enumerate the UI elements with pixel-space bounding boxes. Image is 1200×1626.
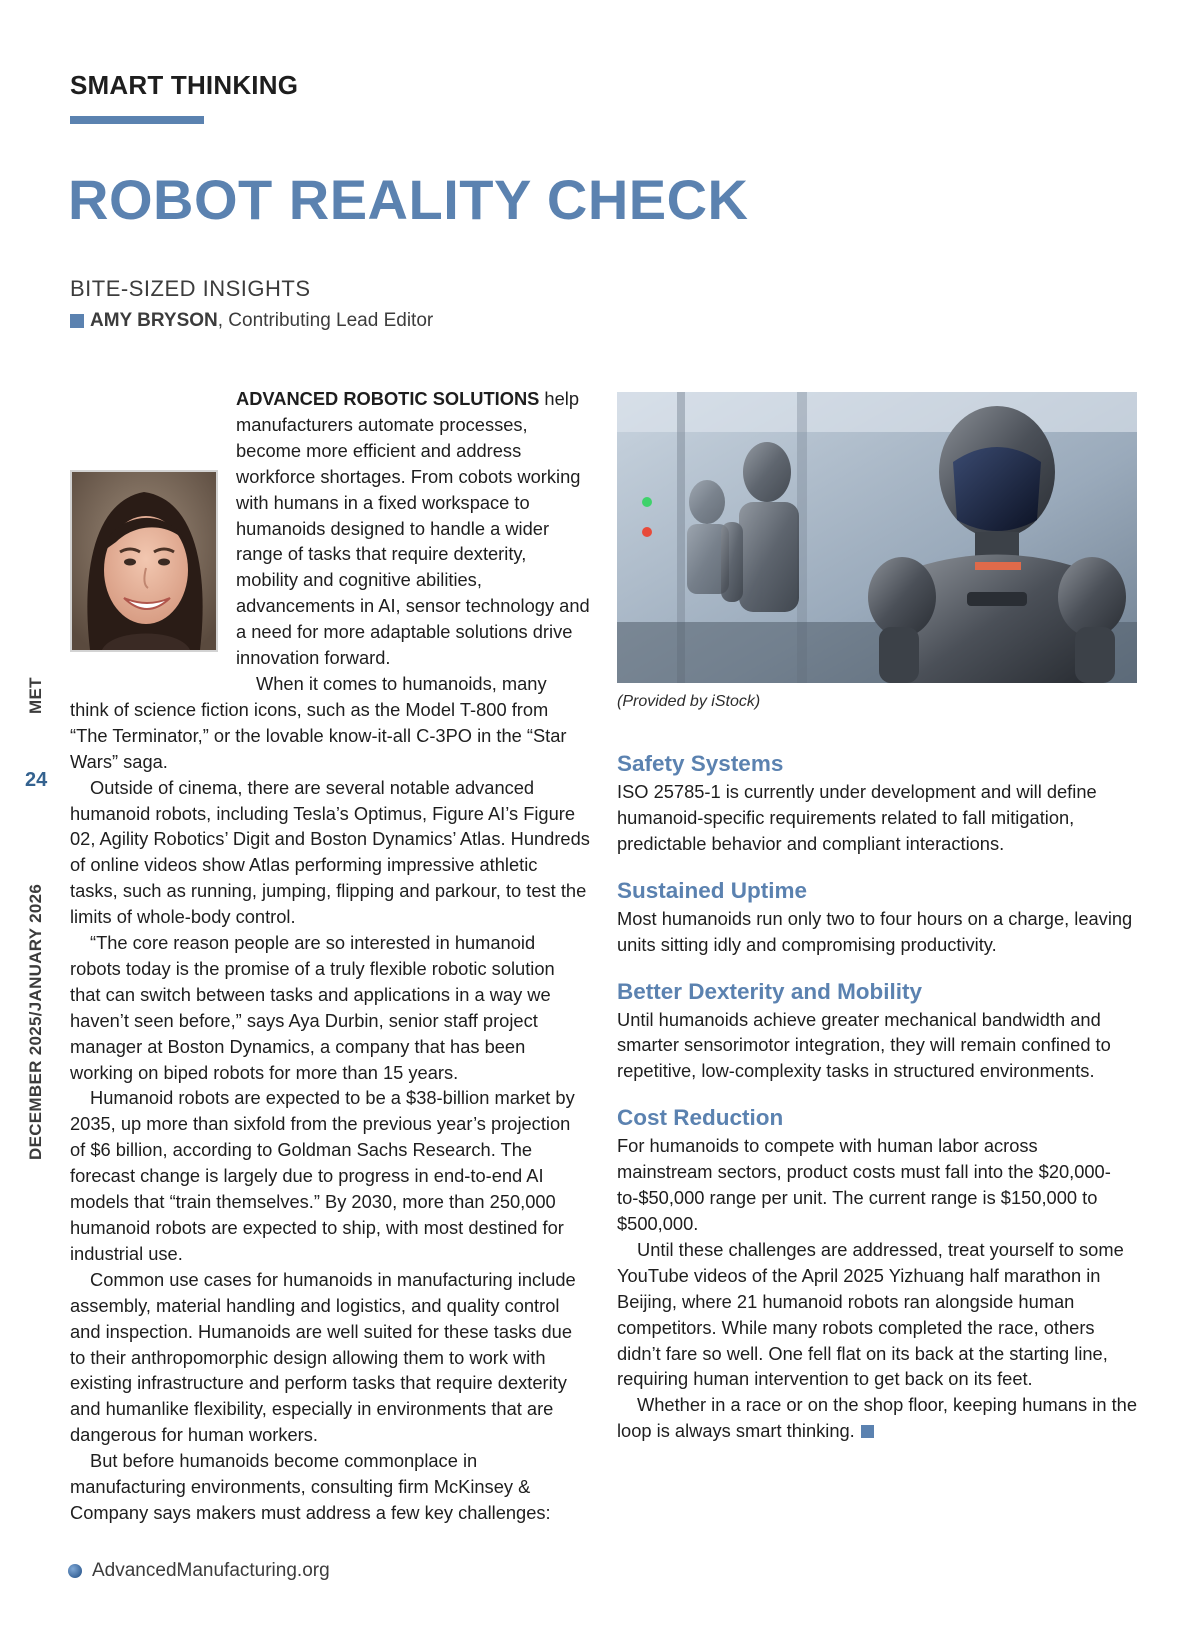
headline: ROBOT REALITY CHECK — [68, 168, 749, 231]
section-title: SMART THINKING — [70, 70, 299, 100]
footer-website[interactable]: AdvancedManufacturing.org — [92, 1560, 330, 1581]
page-number: 24 — [25, 769, 48, 791]
subhead-dexterity-mobility: Better Dexterity and Mobility — [617, 978, 923, 1004]
subhead-cost-reduction: Cost Reduction — [617, 1105, 784, 1131]
byline-square-icon — [70, 314, 84, 328]
lead-in: ADVANCED ROBOTIC SOLUTIONS — [236, 388, 540, 409]
globe-icon — [68, 1564, 82, 1578]
publication-name: MET — [26, 677, 45, 714]
robots-illustration — [617, 392, 1137, 683]
side-folio — [22, 672, 52, 1162]
end-mark-icon — [861, 1425, 874, 1438]
author-role: , Contributing Lead Editor — [217, 310, 434, 331]
paragraph-4: “The core reason people are so interested in humanoid robots today is the promise of a truly flexible robotic solution that can switch between tasks and applications in a way we haven’t seen before,” says Aya Durbin, senior staff project manager at Boston Dynamics, a company that has been working on biped robots for more than 15 years. — [70, 932, 555, 1083]
dexterity-mobility-text: Until humanoids achieve greater mechanical bandwidth and smarter sensorimotor integration, they will remain confined to repetitive, low-complexity tasks in structured environments. — [617, 1008, 1111, 1082]
article-image-humanoid-robots — [617, 392, 1137, 683]
image-caption: (Provided by iStock) — [617, 693, 761, 710]
intro-paragraph: help manufacturers automate processes, become more efficient and address workforce shortages. From cobots working with humans in a fixed workspace to humanoids designed to handle a wider range of tasks that require dexterity, mobility and cognitive abilities, advancements in AI, sensor technology and a need for more adaptable solutions drive innovation forward. — [236, 388, 590, 669]
byline — [70, 310, 433, 332]
paragraph-6: Common use cases for humanoids in manufacturing include assembly, material handling and logistics, and quality control and inspection. Humanoids are well suited for these tasks due to their anthropomorphic design allowing them to work with existing infrastructure and perform tasks that require dexterity and humanlike flexibility, especially in environments that are dangerous for human workers. — [70, 1268, 576, 1446]
sustained-uptime-text: Most humanoids run only two to four hours on a charge, leaving units sitting idly and compromising productivity. — [617, 907, 1133, 955]
author-name: AMY BRYSON — [90, 310, 218, 331]
right-column — [617, 750, 1137, 1444]
safety-systems-text: ISO 25785-1 is currently under development and will define humanoid-specific requirements related to fall mitigation, predictable behavior and compliant interactions. — [617, 781, 1097, 854]
cost-reduction-text: For humanoids to compete with human labor across mainstream sectors, product costs must fall into the $20,000-to-$50,000 range per unit. The current range is $150,000 to $500,000. — [617, 1135, 1111, 1234]
kicker: BITE-SIZED INSIGHTS — [70, 276, 311, 301]
subhead-safety-systems: Safety Systems — [617, 751, 784, 776]
paragraph-2: When it comes to humanoids, many think of science fiction icons, such as the Model T-800 from “The Terminator,” or the lovable know-it-all C-3PO in the “Star Wars” saga. — [70, 672, 567, 772]
section-underline-bar — [70, 116, 204, 124]
paragraph-7: But before humanoids become commonplace in manufacturing environments, consulting firm McKinsey & Company says makers must address a few key challenges: — [70, 1450, 551, 1523]
author-photo — [70, 470, 218, 652]
paragraph-5: Humanoid robots are expected to be a $38-billion market by 2035, up more than sixfold from the previous year’s projection of $6 billion, according to Goldman Sachs Research. The forecast change is largely due to progress in end-to-end AI models that “train themselves.” By 2030, more than 250,000 humanoid robots are expected to ship, with most destined for industrial use. — [70, 1087, 575, 1264]
footer — [68, 1560, 330, 1582]
paragraph-3: Outside of cinema, there are several notable advanced humanoid robots, including Tesla’s Optimus, Figure AI’s Figure 02, Agility Robotics’ Digit and Boston Dynamics’ Atlas. Hundreds of online videos show Atlas performing impressive athletic tasks, such as running, jumping, flipping and parkour, to test the limits of whole-body control. — [70, 776, 590, 928]
closing-paragraph-2: Whether in a race or on the shop floor, keeping humans in the loop is always smart thinking. — [617, 1394, 1137, 1442]
subhead-sustained-uptime: Sustained Uptime — [617, 877, 808, 903]
closing-paragraph-1: Until these challenges are addressed, treat yourself to some YouTube videos of the April 2025 Yizhuang half marathon in Beijing, where 21 humanoid robots ran alongside human competitors. While many robots completed the race, others didn’t fare so well. One fell flat on its back at the starting line, requiring human intervention to get back on its feet. — [617, 1238, 1124, 1390]
issue-date: DECEMBER 2025/JANUARY 2026 — [26, 883, 45, 1160]
author-headshot-illustration — [72, 472, 216, 650]
